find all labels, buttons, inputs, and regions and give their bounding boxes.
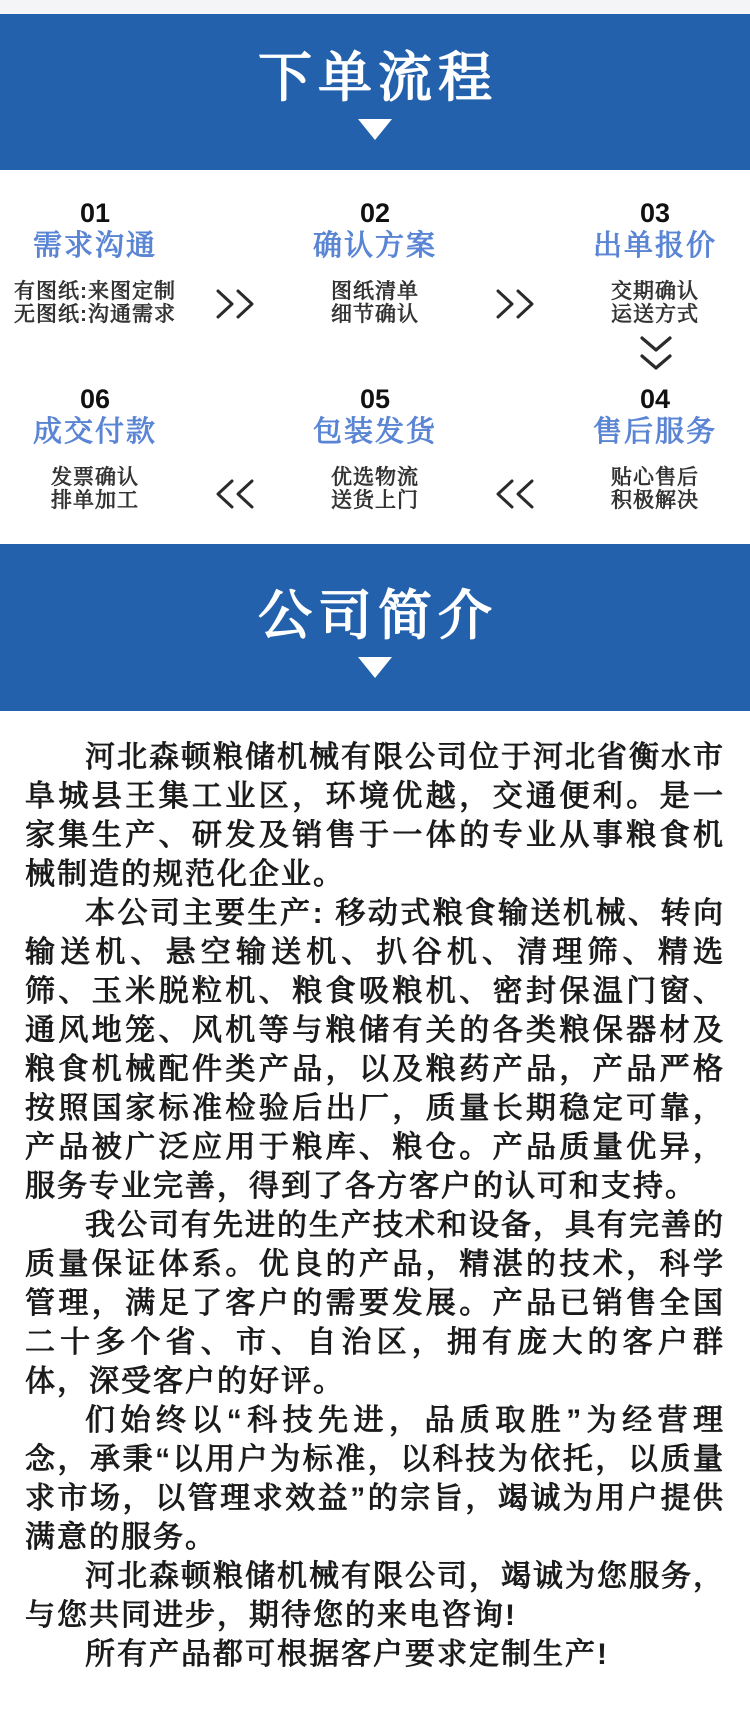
double-chevron-left-icon — [190, 384, 280, 512]
step-number: 04 — [639, 384, 671, 414]
step-number: 02 — [359, 198, 391, 228]
intro-paragraph: 们始终以“科技先进，品质取胜”为经营理念，承秉“以用户为标准，以科技为依托，以质量求市场，以管理求效益”的宗旨，竭诚为用户提供满意的服务。 — [25, 1404, 725, 1554]
step-title: 确认方案 — [312, 230, 437, 262]
intro-paragraph: 河北森顿粮储机械有限公司位于河北省衡水市阜城县王集工业区，环境优越，交通便利。是一家集生产、研发及销售于一体的专业从事粮食机械制造的规范化企业。 — [25, 741, 725, 891]
step-detail-line: 有图纸:来图定制 — [14, 280, 176, 303]
step-detail-line: 发票确认 — [51, 466, 139, 489]
step-title: 售后服务 — [592, 416, 717, 448]
company-intro-title: 公司简介 — [258, 586, 498, 646]
step-title: 包装发货 — [312, 416, 437, 448]
intro-paragraph: 我公司有先进的生产技术和设备，具有完善的质量保证体系。优良的产品，精湛的技术，科学管理，满足了客户的需要发展。产品已销售全国二十多个省、市、自治区，拥有庞大的客户群体，深受客户的好评。 — [25, 1209, 725, 1398]
step-detail-line: 细节确认 — [331, 303, 419, 326]
step-detail-line: 图纸清单 — [331, 280, 419, 303]
step-detail — [560, 466, 750, 512]
step-04 — [560, 384, 750, 512]
double-chevron-right-icon — [190, 198, 280, 322]
intro-paragraph: 河北森顿粮储机械有限公司，竭诚为您服务，与您共同进步，期待您的来电咨询! — [25, 1560, 725, 1632]
step-01 — [0, 198, 190, 326]
steps-row-1 — [0, 198, 750, 326]
down-triangle-icon — [358, 657, 392, 678]
step-detail — [0, 466, 190, 512]
double-chevron-left-icon — [470, 384, 560, 512]
step-06 — [0, 384, 190, 512]
step-02 — [280, 198, 470, 326]
step-detail-line: 贴心售后 — [611, 466, 699, 489]
order-process-banner — [0, 14, 750, 170]
step-03 — [560, 198, 750, 326]
step-05 — [280, 384, 470, 512]
step-title: 出单报价 — [592, 230, 717, 262]
double-chevron-down-icon — [637, 334, 675, 376]
step-detail — [0, 280, 190, 326]
step-detail-line: 无图纸:沟通需求 — [14, 303, 176, 326]
step-detail-line: 交期确认 — [611, 280, 699, 303]
intro-paragraph: 所有产品都可根据客户要求定制生产! — [85, 1638, 609, 1671]
down-triangle-icon — [358, 119, 392, 140]
step-number: 05 — [359, 384, 391, 414]
step-detail-line: 积极解决 — [611, 489, 699, 512]
order-process-title: 下单流程 — [258, 48, 498, 108]
step-detail-line: 排单加工 — [51, 489, 139, 512]
step-detail-line: 运送方式 — [611, 303, 699, 326]
double-chevron-right-icon — [470, 198, 560, 322]
order-steps-section — [0, 170, 750, 544]
company-intro-banner — [0, 544, 750, 711]
step-detail-line: 优选物流 — [331, 466, 419, 489]
intro-paragraph: 本公司主要生产: 移动式粮食输送机械、转向输送机、悬空输送机、扒谷机、清理筛、精选筛、玉米脱粒机、粮食吸粮机、密封保温门窗、通风地笼、风机等与粮储有关的各类粮保器材及粮食机械配件类产品，以及粮药产品，产品严格按照国家标准检验后出厂，质量长期稳定可靠，产品被广泛应用于粮库、粮仓。产品质量优异，服务专业完善，得到了各方客户的认可和支持。 — [25, 897, 725, 1203]
step-number: 06 — [79, 384, 111, 414]
company-intro-text — [0, 711, 750, 1694]
step-detail — [280, 466, 470, 512]
steps-row-2 — [0, 384, 750, 544]
flow-turn-row — [0, 326, 750, 384]
step-detail — [560, 280, 750, 326]
step-number: 03 — [639, 198, 671, 228]
top-strip — [0, 0, 750, 14]
step-title: 需求沟通 — [32, 230, 157, 262]
step-number: 01 — [79, 198, 111, 228]
step-detail — [280, 280, 470, 326]
step-title: 成交付款 — [32, 416, 157, 448]
step-detail-line: 送货上门 — [331, 489, 419, 512]
